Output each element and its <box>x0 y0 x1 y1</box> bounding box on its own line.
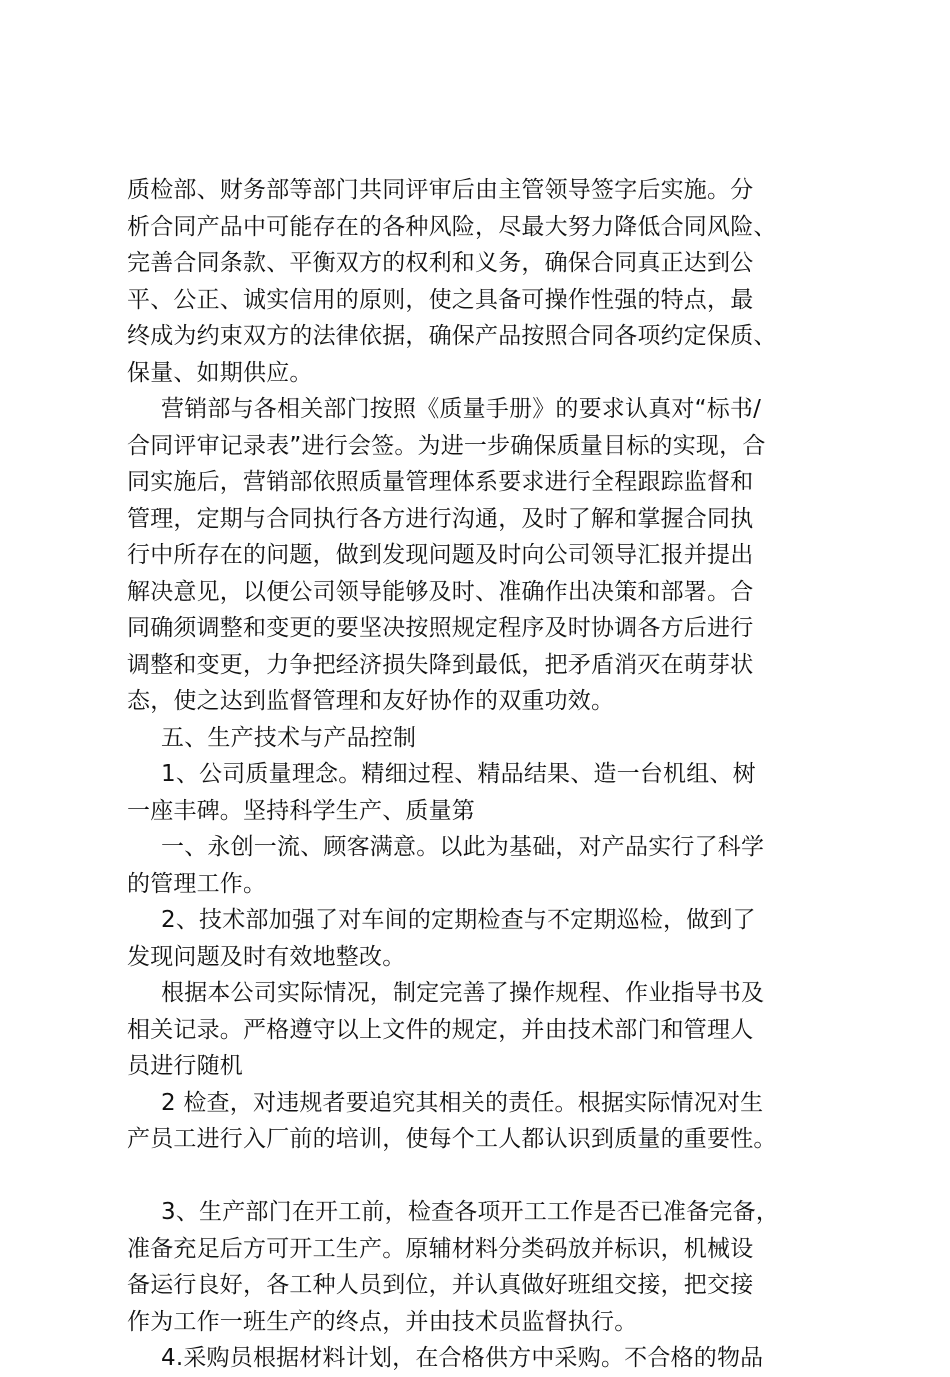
paragraph-start-line: 营销部与各相关部门按照《质量手册》的要求认真对“标书/ <box>161 396 762 422</box>
text-line: 同实施后，营销部依照质量管理体系要求进行全程跟踪监督和 <box>127 469 754 495</box>
text-line: 态，使之达到监督管理和友好协作的双重功效。 <box>127 688 615 714</box>
paragraph-start-line: 1、公司质量理念。精细过程、精品结果、造一台机组、树 <box>161 761 756 787</box>
text-line: 析合同产品中可能存在的各种风险，尽最大努力降低合同风险、 <box>127 213 777 240</box>
text-line: 一座丰碑。坚持科学生产、质量第 <box>127 797 475 824</box>
text-line: 相关记录。严格遵守以上文件的规定，并由技术部门和管理人 <box>127 1016 754 1043</box>
text-line: 调整和变更，力争把经济损失降到最低，把矛盾消灭在萌芽状 <box>127 651 754 678</box>
text-line: 准备充足后方可开工生产。原辅材料分类码放并标识，机械设 <box>127 1235 754 1262</box>
text-line: 解决意见，以便公司领导能够及时、准确作出决策和部署。合 <box>127 578 754 605</box>
document-body <box>127 172 832 1377</box>
text-line: 质检部、财务部等部门共同评审后由主管领导签字后实施。分 <box>127 177 754 203</box>
text-line: 行中所存在的问题，做到发现问题及时向公司领导汇报并提出 <box>127 542 754 568</box>
text-line: 平、公正、诚实信用的原则，使之具备可操作性强的特点，最 <box>127 286 754 313</box>
text-line: 作为工作一班生产的终点，并由技术员监督执行。 <box>127 1308 638 1335</box>
text-line: 合同评审记录表”进行会签。为进一步确保质量目标的实现，合 <box>127 432 766 459</box>
text-line: 终成为约束双方的法律依据，确保产品按照合同各项约定保质、 <box>127 323 777 349</box>
text-line: 备运行良好，各工种人员到位，并认真做好班组交接，把交接 <box>127 1272 754 1298</box>
text-line: 的管理工作。 <box>127 870 267 897</box>
text-line: 产员工进行入厂前的培训，使每个工人都认识到质量的重要性。 <box>127 1126 777 1152</box>
paragraph-start-line: 一、永创一流、顾客满意。以此为基础，对产品实行了科学 <box>161 834 765 860</box>
text-line: 发现问题及时有效地整改。 <box>127 943 406 970</box>
text-line: 保量、如期供应。 <box>127 359 313 386</box>
paragraph-start-line: 2 检查，对违规者要追究其相关的责任。根据实际情况对生 <box>161 1089 764 1116</box>
text-line: 员进行随机 <box>127 1053 243 1079</box>
text-line: 完善合同条款、平衡双方的权利和义务，确保合同真正达到公 <box>127 250 754 276</box>
paragraph-start-line: 3、生产部门在开工前，检查各项开工工作是否已准备完备， <box>161 1199 780 1225</box>
paragraph-start-line: 2、技术部加强了对车间的定期检查与不定期巡检，做到了 <box>161 907 756 933</box>
section-heading: 五、生产技术与产品控制 <box>161 724 417 751</box>
text-line: 管理，定期与合同执行各方进行沟通，及时了解和掌握合同执 <box>127 505 754 532</box>
blank-line <box>127 1158 832 1195</box>
paragraph-start-line: 根据本公司实际情况，制定完善了操作规程、作业指导书及 <box>161 980 765 1006</box>
paragraph-start-line: 4.采购员根据材料计划，在合格供方中采购。不合格的物品 <box>161 1345 764 1371</box>
text-line: 同确须调整和变更的要坚决按照规定程序及时协调各方后进行 <box>127 615 754 641</box>
